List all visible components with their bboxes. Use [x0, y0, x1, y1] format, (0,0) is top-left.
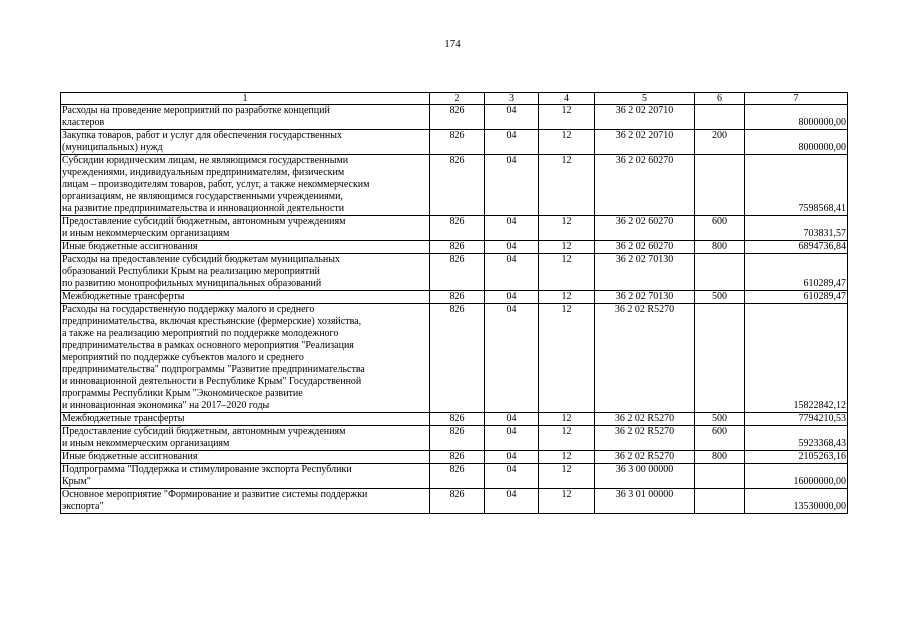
- expense-type-code: 200: [695, 130, 745, 155]
- expense-type-code: 500: [695, 291, 745, 304]
- description-line: Предоставление субсидий бюджетным, автономным учреждениям: [62, 426, 346, 437]
- column-header: 6: [695, 93, 745, 105]
- target-article-code: 36 2 02 60270: [595, 155, 695, 216]
- ministry-code: 826: [430, 155, 485, 216]
- section-code: 04: [485, 105, 539, 130]
- subsection-code: 12: [539, 413, 595, 426]
- target-article-code: 36 3 00 00000: [595, 464, 695, 489]
- expense-type-code: [695, 105, 745, 130]
- description-line: Иные бюджетные ассигнования: [62, 241, 198, 252]
- ministry-code: 826: [430, 489, 485, 514]
- row-description: [61, 241, 430, 254]
- row-description: [61, 155, 430, 216]
- amount: 2105263,16: [745, 451, 848, 464]
- section-code: 04: [485, 464, 539, 489]
- column-header: 1: [61, 93, 430, 105]
- amount: 610289,47: [745, 291, 848, 304]
- ministry-code: 826: [430, 451, 485, 464]
- target-article-code: 36 2 02 70130: [595, 291, 695, 304]
- amount: 610289,47: [745, 254, 848, 291]
- subsection-code: 12: [539, 426, 595, 451]
- description-line: предпринимательства" подпрограммы "Развитие предпринимательства: [62, 364, 365, 375]
- section-code: 04: [485, 155, 539, 216]
- ministry-code: 826: [430, 464, 485, 489]
- subsection-code: 12: [539, 130, 595, 155]
- expense-type-code: [695, 304, 745, 413]
- table-row: [61, 413, 848, 426]
- subsection-code: 12: [539, 451, 595, 464]
- column-header: 2: [430, 93, 485, 105]
- subsection-code: 12: [539, 464, 595, 489]
- description-line: на развитие предпринимательства и инновационной деятельности: [62, 203, 345, 214]
- column-header: 7: [745, 93, 848, 105]
- expense-type-code: [695, 489, 745, 514]
- row-description: [61, 426, 430, 451]
- description-line: и инновационной деятельности в Республике Крым" Государственной: [62, 376, 362, 387]
- ministry-code: 826: [430, 291, 485, 304]
- column-header: 3: [485, 93, 539, 105]
- row-description: [61, 130, 430, 155]
- table-row: [61, 155, 848, 216]
- budget-table: [60, 92, 848, 514]
- table-row: [61, 489, 848, 514]
- expense-type-code: 800: [695, 451, 745, 464]
- description-line: Межбюджетные трансферты: [62, 291, 185, 302]
- ministry-code: 826: [430, 254, 485, 291]
- section-code: 04: [485, 216, 539, 241]
- row-description: [61, 464, 430, 489]
- description-line: Крым": [62, 476, 91, 487]
- target-article-code: 36 2 02 20710: [595, 105, 695, 130]
- ministry-code: 826: [430, 304, 485, 413]
- subsection-code: 12: [539, 489, 595, 514]
- description-line: предпринимательства, включая крестьянские (фермерские) хозяйства,: [62, 316, 362, 327]
- section-code: 04: [485, 254, 539, 291]
- section-code: 04: [485, 304, 539, 413]
- subsection-code: 12: [539, 254, 595, 291]
- section-code: 04: [485, 489, 539, 514]
- subsection-code: 12: [539, 216, 595, 241]
- section-code: 04: [485, 130, 539, 155]
- target-article-code: 36 3 01 00000: [595, 489, 695, 514]
- description-line: образований Республики Крым на реализацию мероприятий: [62, 266, 320, 277]
- section-code: 04: [485, 413, 539, 426]
- description-line: кластеров: [62, 117, 105, 128]
- column-header: 5: [595, 93, 695, 105]
- description-line: а также на реализацию мероприятий по поддержке молодежного: [62, 328, 339, 339]
- target-article-code: 36 2 02 60270: [595, 241, 695, 254]
- row-description: [61, 105, 430, 130]
- description-line: и иным некоммерческим организациям: [62, 228, 230, 239]
- description-line: Расходы на проведение мероприятий по разработке концепций: [62, 105, 330, 116]
- description-line: организациям, не являющимся государственными учреждениями,: [62, 191, 343, 202]
- expense-type-code: 800: [695, 241, 745, 254]
- amount: 8000000,00: [745, 130, 848, 155]
- column-header: 4: [539, 93, 595, 105]
- description-line: Закупка товаров, работ и услуг для обеспечения государственных: [62, 130, 343, 141]
- expense-type-code: 600: [695, 426, 745, 451]
- row-description: [61, 451, 430, 464]
- description-line: Подпрограмма "Поддержка и стимулирование экспорта Республики: [62, 464, 352, 475]
- description-line: Расходы на государственную поддержку малого и среднего: [62, 304, 315, 315]
- subsection-code: 12: [539, 241, 595, 254]
- target-article-code: 36 2 02 R5270: [595, 426, 695, 451]
- amount: 6894736,84: [745, 241, 848, 254]
- section-code: 04: [485, 451, 539, 464]
- table-row: [61, 426, 848, 451]
- target-article-code: 36 2 02 60270: [595, 216, 695, 241]
- ministry-code: 826: [430, 216, 485, 241]
- subsection-code: 12: [539, 291, 595, 304]
- row-description: [61, 304, 430, 413]
- subsection-code: 12: [539, 304, 595, 413]
- expense-type-code: [695, 464, 745, 489]
- target-article-code: 36 2 02 R5270: [595, 413, 695, 426]
- description-line: экспорта": [62, 501, 104, 512]
- amount: 13530000,00: [745, 489, 848, 514]
- description-line: лицам – производителям товаров, работ, услуг, а также некоммерческим: [62, 179, 370, 190]
- section-code: 04: [485, 426, 539, 451]
- row-description: [61, 254, 430, 291]
- target-article-code: 36 2 02 70130: [595, 254, 695, 291]
- description-line: Межбюджетные трансферты: [62, 413, 185, 424]
- table-row: [61, 241, 848, 254]
- table-header-row: [61, 93, 848, 105]
- table-row: [61, 105, 848, 130]
- description-line: и иным некоммерческим организациям: [62, 438, 230, 449]
- description-line: по развитию монопрофильных муниципальных образований: [62, 278, 322, 289]
- description-line: программы Республики Крым "Экономическое развитие: [62, 388, 303, 399]
- subsection-code: 12: [539, 105, 595, 130]
- description-line: Предоставление субсидий бюджетным, автономным учреждениям: [62, 216, 346, 227]
- amount: 15822842,12: [745, 304, 848, 413]
- description-line: Субсидии юридическим лицам, не являющимся государственными: [62, 155, 349, 166]
- target-article-code: 36 2 02 20710: [595, 130, 695, 155]
- ministry-code: 826: [430, 413, 485, 426]
- table-row: [61, 291, 848, 304]
- ministry-code: 826: [430, 130, 485, 155]
- target-article-code: 36 2 02 R5270: [595, 304, 695, 413]
- description-line: Расходы на предоставление субсидий бюджетам муниципальных: [62, 254, 340, 265]
- expense-type-code: 600: [695, 216, 745, 241]
- target-article-code: 36 2 02 R5270: [595, 451, 695, 464]
- table-row: [61, 451, 848, 464]
- section-code: 04: [485, 291, 539, 304]
- amount: 703831,57: [745, 216, 848, 241]
- amount: 16000000,00: [745, 464, 848, 489]
- expense-type-code: [695, 155, 745, 216]
- table-row: [61, 216, 848, 241]
- amount: 7598568,41: [745, 155, 848, 216]
- row-description: [61, 291, 430, 304]
- subsection-code: 12: [539, 155, 595, 216]
- table-row: [61, 254, 848, 291]
- row-description: [61, 216, 430, 241]
- expense-type-code: [695, 254, 745, 291]
- expense-type-code: 500: [695, 413, 745, 426]
- row-description: [61, 489, 430, 514]
- amount: 5923368,43: [745, 426, 848, 451]
- description-line: учреждениями, индивидуальным предпринимателям, физическим: [62, 167, 345, 178]
- row-description: [61, 413, 430, 426]
- ministry-code: 826: [430, 105, 485, 130]
- table-row: [61, 464, 848, 489]
- description-line: мероприятий по поддержке субъектов малого и среднего: [62, 352, 304, 363]
- amount: 8000000,00: [745, 105, 848, 130]
- description-line: и инновационная экономика" на 2017–2020 годы: [62, 400, 270, 411]
- ministry-code: 826: [430, 426, 485, 451]
- page-number: 174: [444, 38, 461, 50]
- ministry-code: 826: [430, 241, 485, 254]
- description-line: Основное мероприятие "Формирование и развитие системы поддержки: [62, 489, 368, 500]
- table-row: [61, 130, 848, 155]
- description-line: предпринимательства в рамках основного мероприятия "Реализация: [62, 340, 354, 351]
- amount: 7794210,53: [745, 413, 848, 426]
- description-line: (муниципальных) нужд: [62, 142, 163, 153]
- table-row: [61, 304, 848, 413]
- section-code: 04: [485, 241, 539, 254]
- description-line: Иные бюджетные ассигнования: [62, 451, 198, 462]
